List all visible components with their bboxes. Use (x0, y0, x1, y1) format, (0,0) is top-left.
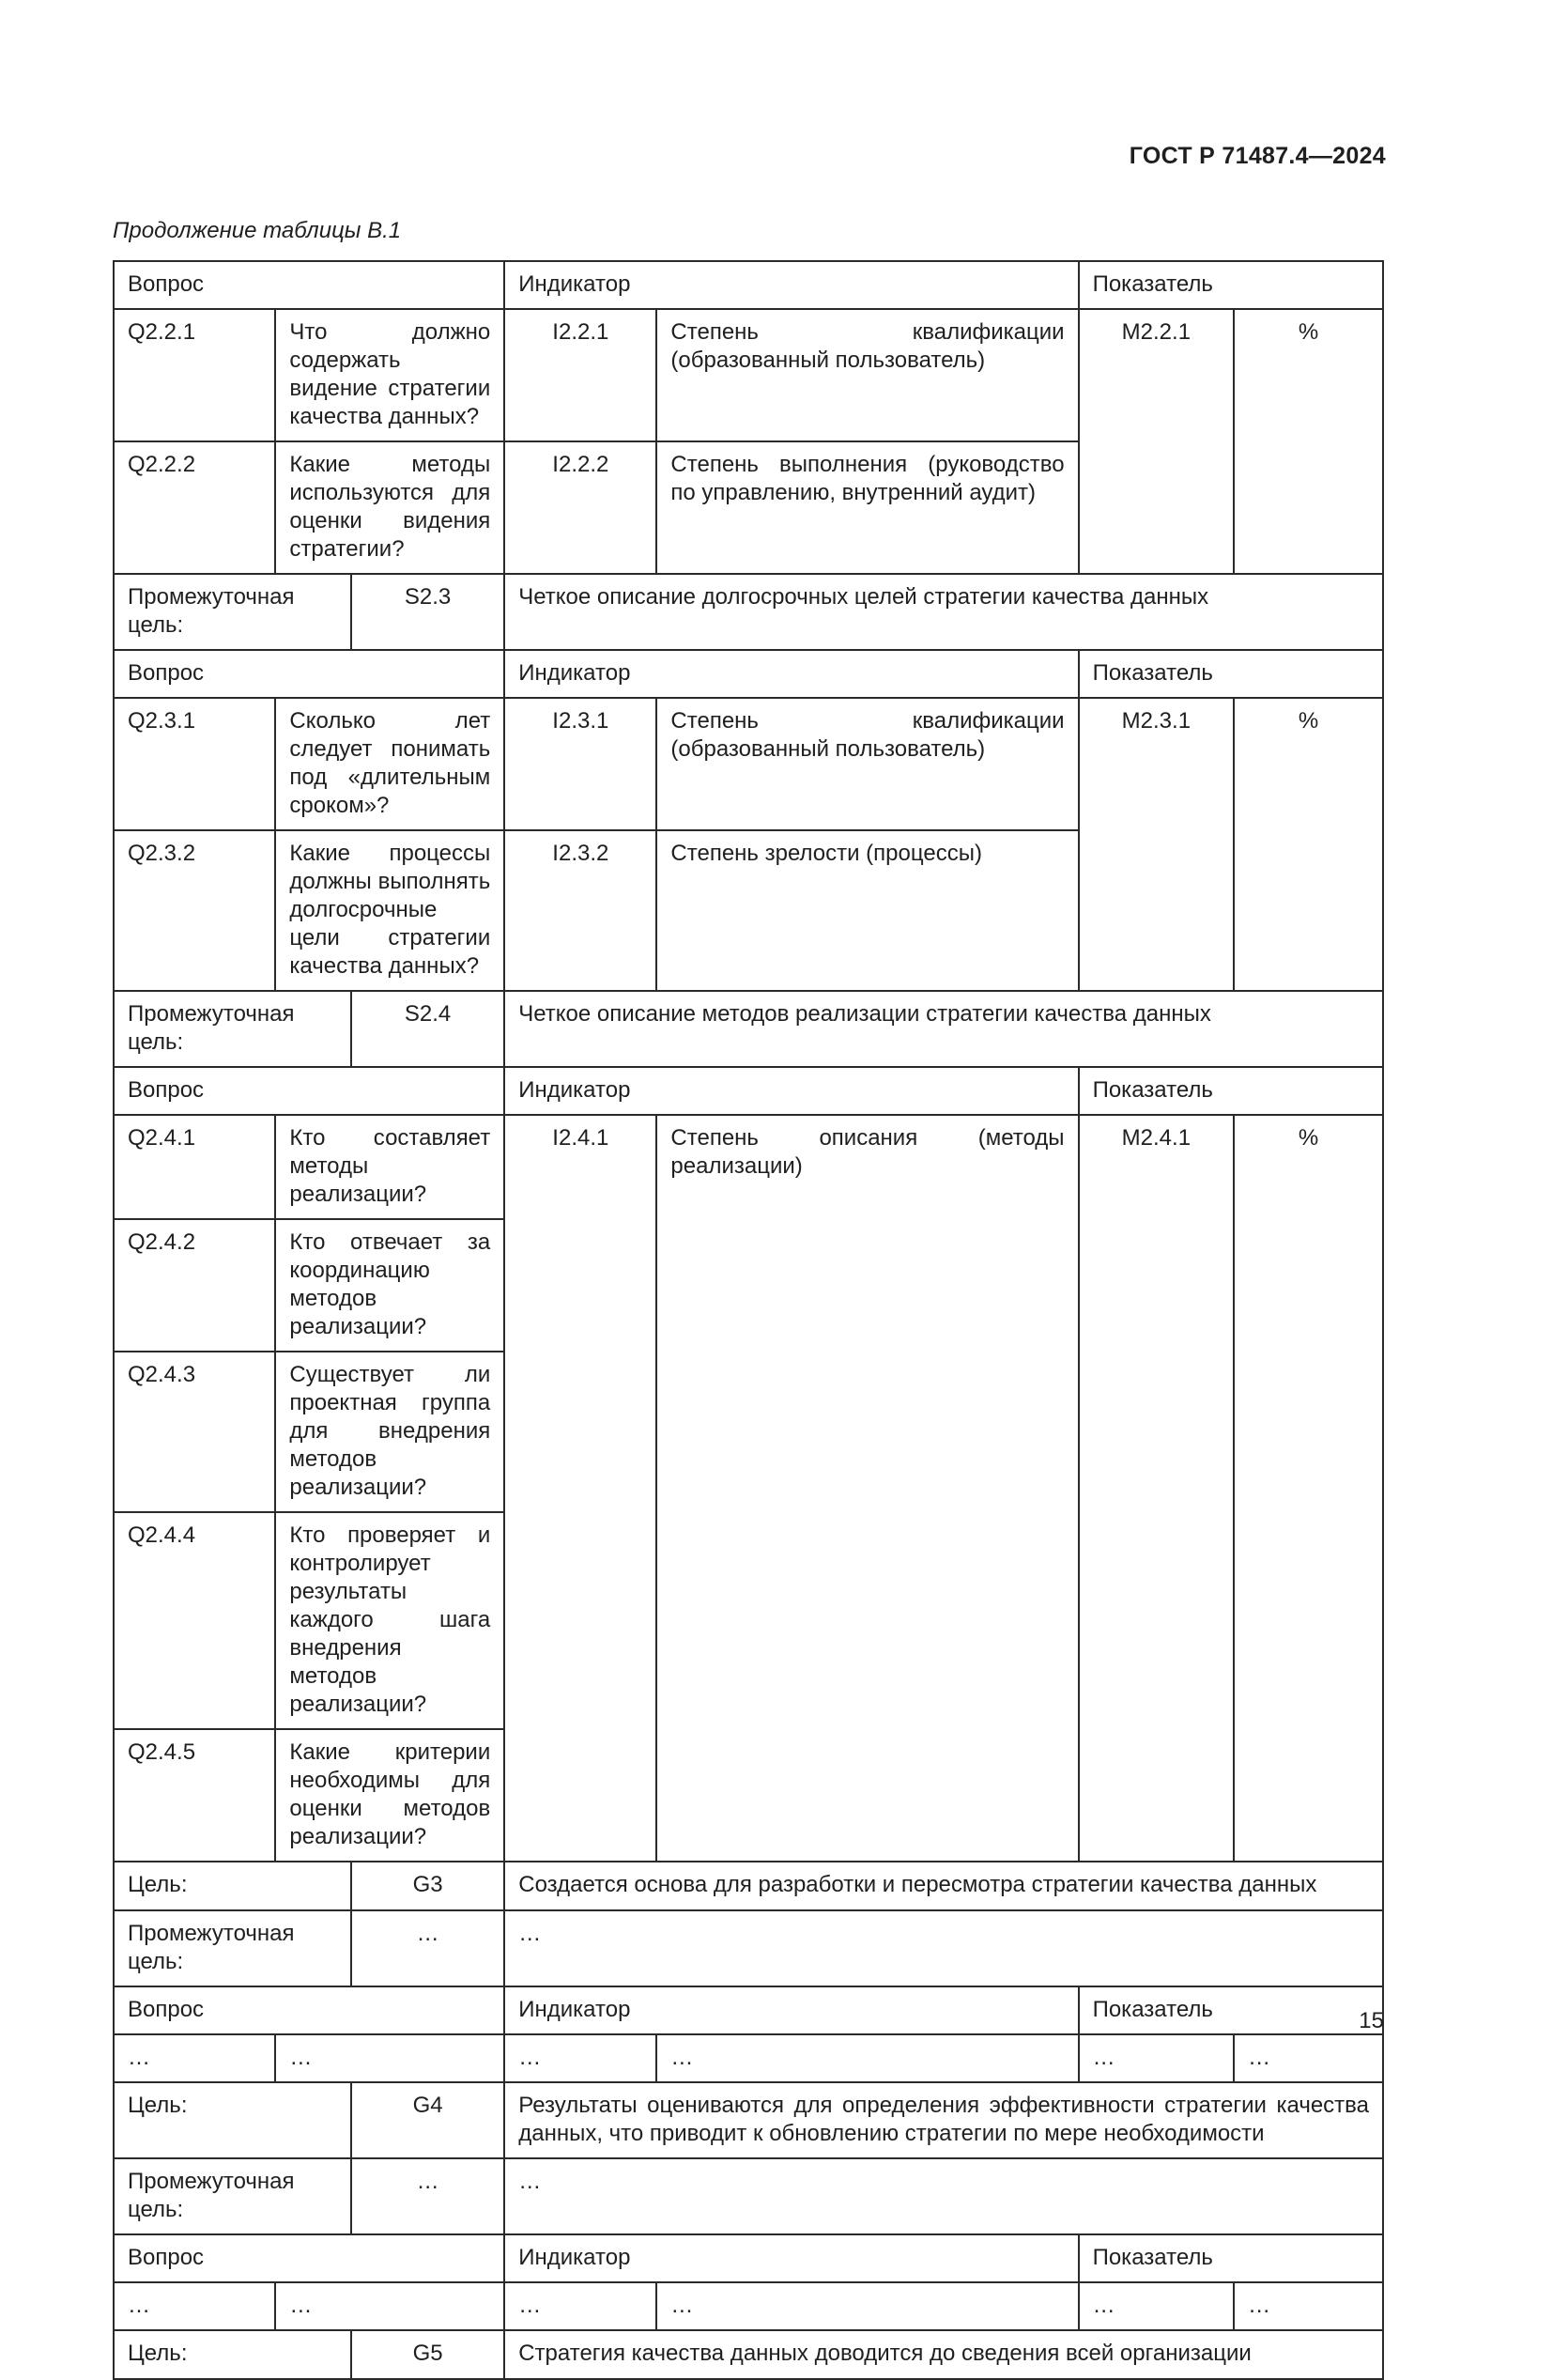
intermediate-goal-text: … (504, 2158, 1383, 2234)
intermediate-goal-id: S2.3 (351, 574, 504, 650)
question-id: … (114, 2282, 275, 2330)
question-text: … (275, 2282, 504, 2330)
indicator-text: … (656, 2282, 1078, 2330)
table-row (114, 698, 1383, 830)
metric-unit: % (1234, 698, 1383, 991)
indicator-text: Степень зрелости (процессы) (656, 830, 1078, 991)
metric-id: M2.2.1 (1079, 309, 1235, 574)
header-row (114, 1986, 1383, 2034)
question-header: Вопрос (114, 2234, 504, 2282)
indicator-id: I2.2.2 (504, 441, 656, 574)
question-id: Q2.4.1 (114, 1115, 275, 1219)
intermediate-goal-row (114, 574, 1383, 650)
indicator-id: I2.2.1 (504, 309, 656, 441)
header-row (114, 650, 1383, 698)
question-id: Q2.2.1 (114, 309, 275, 441)
goal-label: Цель: (114, 1862, 351, 1910)
indicator-text: Степень описания (методы реализации) (656, 1115, 1078, 1862)
metric-id: … (1079, 2282, 1235, 2330)
question-id: Q2.4.5 (114, 1729, 275, 1862)
question-text: Кто проверяет и контролирует результаты каждого шага внедрения методов реализации? (275, 1512, 504, 1729)
intermediate-goal-label: Промежуточная цель: (114, 1910, 351, 1986)
question-header: Вопрос (114, 650, 504, 698)
question-header: Вопрос (114, 261, 504, 309)
intermediate-goal-text: Четкое описание долгосрочных целей стратегии качества данных (504, 574, 1383, 650)
goal-id: G4 (351, 2082, 504, 2158)
metric-header: Показатель (1079, 2234, 1383, 2282)
intermediate-goal-text: Четкое описание методов реализации стратегии качества данных (504, 991, 1383, 1067)
ellipsis-row (114, 2282, 1383, 2330)
intermediate-goal-label: Промежуточная цель: (114, 574, 351, 650)
question-id: Q2.4.2 (114, 1219, 275, 1352)
question-text: Кто составляет методы реализации? (275, 1115, 504, 1219)
metric-unit: % (1234, 309, 1383, 574)
metric-header: Показатель (1079, 1986, 1383, 2034)
metric-id: M2.4.1 (1079, 1115, 1235, 1862)
table-row (114, 309, 1383, 441)
indicator-text: Степень квалификации (образованный пользователь) (656, 698, 1078, 830)
indicator-header: Индикатор (504, 2234, 1078, 2282)
question-id: Q2.4.4 (114, 1512, 275, 1729)
goal-text: Стратегия качества данных доводится до сведения всей организации (504, 2330, 1383, 2379)
goal-id: G5 (351, 2330, 504, 2379)
header-row (114, 2234, 1383, 2282)
question-text: Какие методы используются для оценки видения стратегии? (275, 441, 504, 574)
indicator-text: Степень выполнения (руководство по управлению, внутренний аудит) (656, 441, 1078, 574)
indicator-header: Индикатор (504, 1986, 1078, 2034)
intermediate-goal-id: S2.4 (351, 991, 504, 1067)
goal-row (114, 2330, 1383, 2379)
goal-label: Цель: (114, 2082, 351, 2158)
header-row (114, 261, 1383, 309)
metric-id: M2.3.1 (1079, 698, 1235, 991)
question-text: Что должно содержать видение стратегии качества данных? (275, 309, 504, 441)
metric-unit: % (1234, 1115, 1383, 1862)
question-text: Существует ли проектная группа для внедрения методов реализации? (275, 1352, 504, 1512)
intermediate-goal-label: Промежуточная цель: (114, 991, 351, 1067)
metric-unit: … (1234, 2034, 1383, 2082)
question-id: Q2.3.2 (114, 830, 275, 991)
indicator-header: Индикатор (504, 261, 1078, 309)
indicator-text: Степень квалификации (образованный пользователь) (656, 309, 1078, 441)
metric-unit: … (1234, 2282, 1383, 2330)
metric-header: Показатель (1079, 650, 1383, 698)
document-code: ГОСТ Р 71487.4—2024 (1129, 143, 1386, 169)
indicator-header: Индикатор (504, 1067, 1078, 1115)
metric-header: Показатель (1079, 1067, 1383, 1115)
metric-id: … (1079, 2034, 1235, 2082)
goal-row (114, 2082, 1383, 2158)
indicator-id: … (504, 2034, 656, 2082)
indicator-header: Индикатор (504, 650, 1078, 698)
question-text: Какие процессы должны выполнять долгосрочные цели стратегии качества данных? (275, 830, 504, 991)
question-id: Q2.3.1 (114, 698, 275, 830)
goal-id: G3 (351, 1862, 504, 1910)
intermediate-goal-label: Промежуточная цель: (114, 2158, 351, 2234)
table-row (114, 1115, 1383, 1219)
header-row (114, 1067, 1383, 1115)
goal-row (114, 1862, 1383, 1910)
question-text: Кто отвечает за координацию методов реализации? (275, 1219, 504, 1352)
question-id: Q2.4.3 (114, 1352, 275, 1512)
intermediate-goal-row (114, 1910, 1383, 1986)
indicator-id: I2.3.2 (504, 830, 656, 991)
indicator-id: … (504, 2282, 656, 2330)
indicator-table (113, 260, 1384, 2380)
intermediate-goal-id: … (351, 2158, 504, 2234)
indicator-id: I2.4.1 (504, 1115, 656, 1862)
indicator-id: I2.3.1 (504, 698, 656, 830)
goal-text: Результаты оцениваются для определения эффективности стратегии качества данных, что приводит к обновлению стратегии по мере необходимости (504, 2082, 1383, 2158)
ellipsis-row (114, 2034, 1383, 2082)
question-header: Вопрос (114, 1986, 504, 2034)
question-text: … (275, 2034, 504, 2082)
page-number: 15 (1359, 2008, 1384, 2033)
goal-label: Цель: (114, 2330, 351, 2379)
intermediate-goal-id: … (351, 1910, 504, 1986)
intermediate-goal-row (114, 991, 1383, 1067)
indicator-text: … (656, 2034, 1078, 2082)
question-id: … (114, 2034, 275, 2082)
metric-header: Показатель (1079, 261, 1383, 309)
table-caption: Продолжение таблицы В.1 (113, 218, 402, 243)
question-id: Q2.2.2 (114, 441, 275, 574)
question-header: Вопрос (114, 1067, 504, 1115)
question-text: Какие критерии необходимы для оценки методов реализации? (275, 1729, 504, 1862)
intermediate-goal-text: … (504, 1910, 1383, 1986)
goal-text: Создается основа для разработки и пересмотра стратегии качества данных (504, 1862, 1383, 1910)
question-text: Сколько лет следует понимать под «длительным сроком»? (275, 698, 504, 830)
